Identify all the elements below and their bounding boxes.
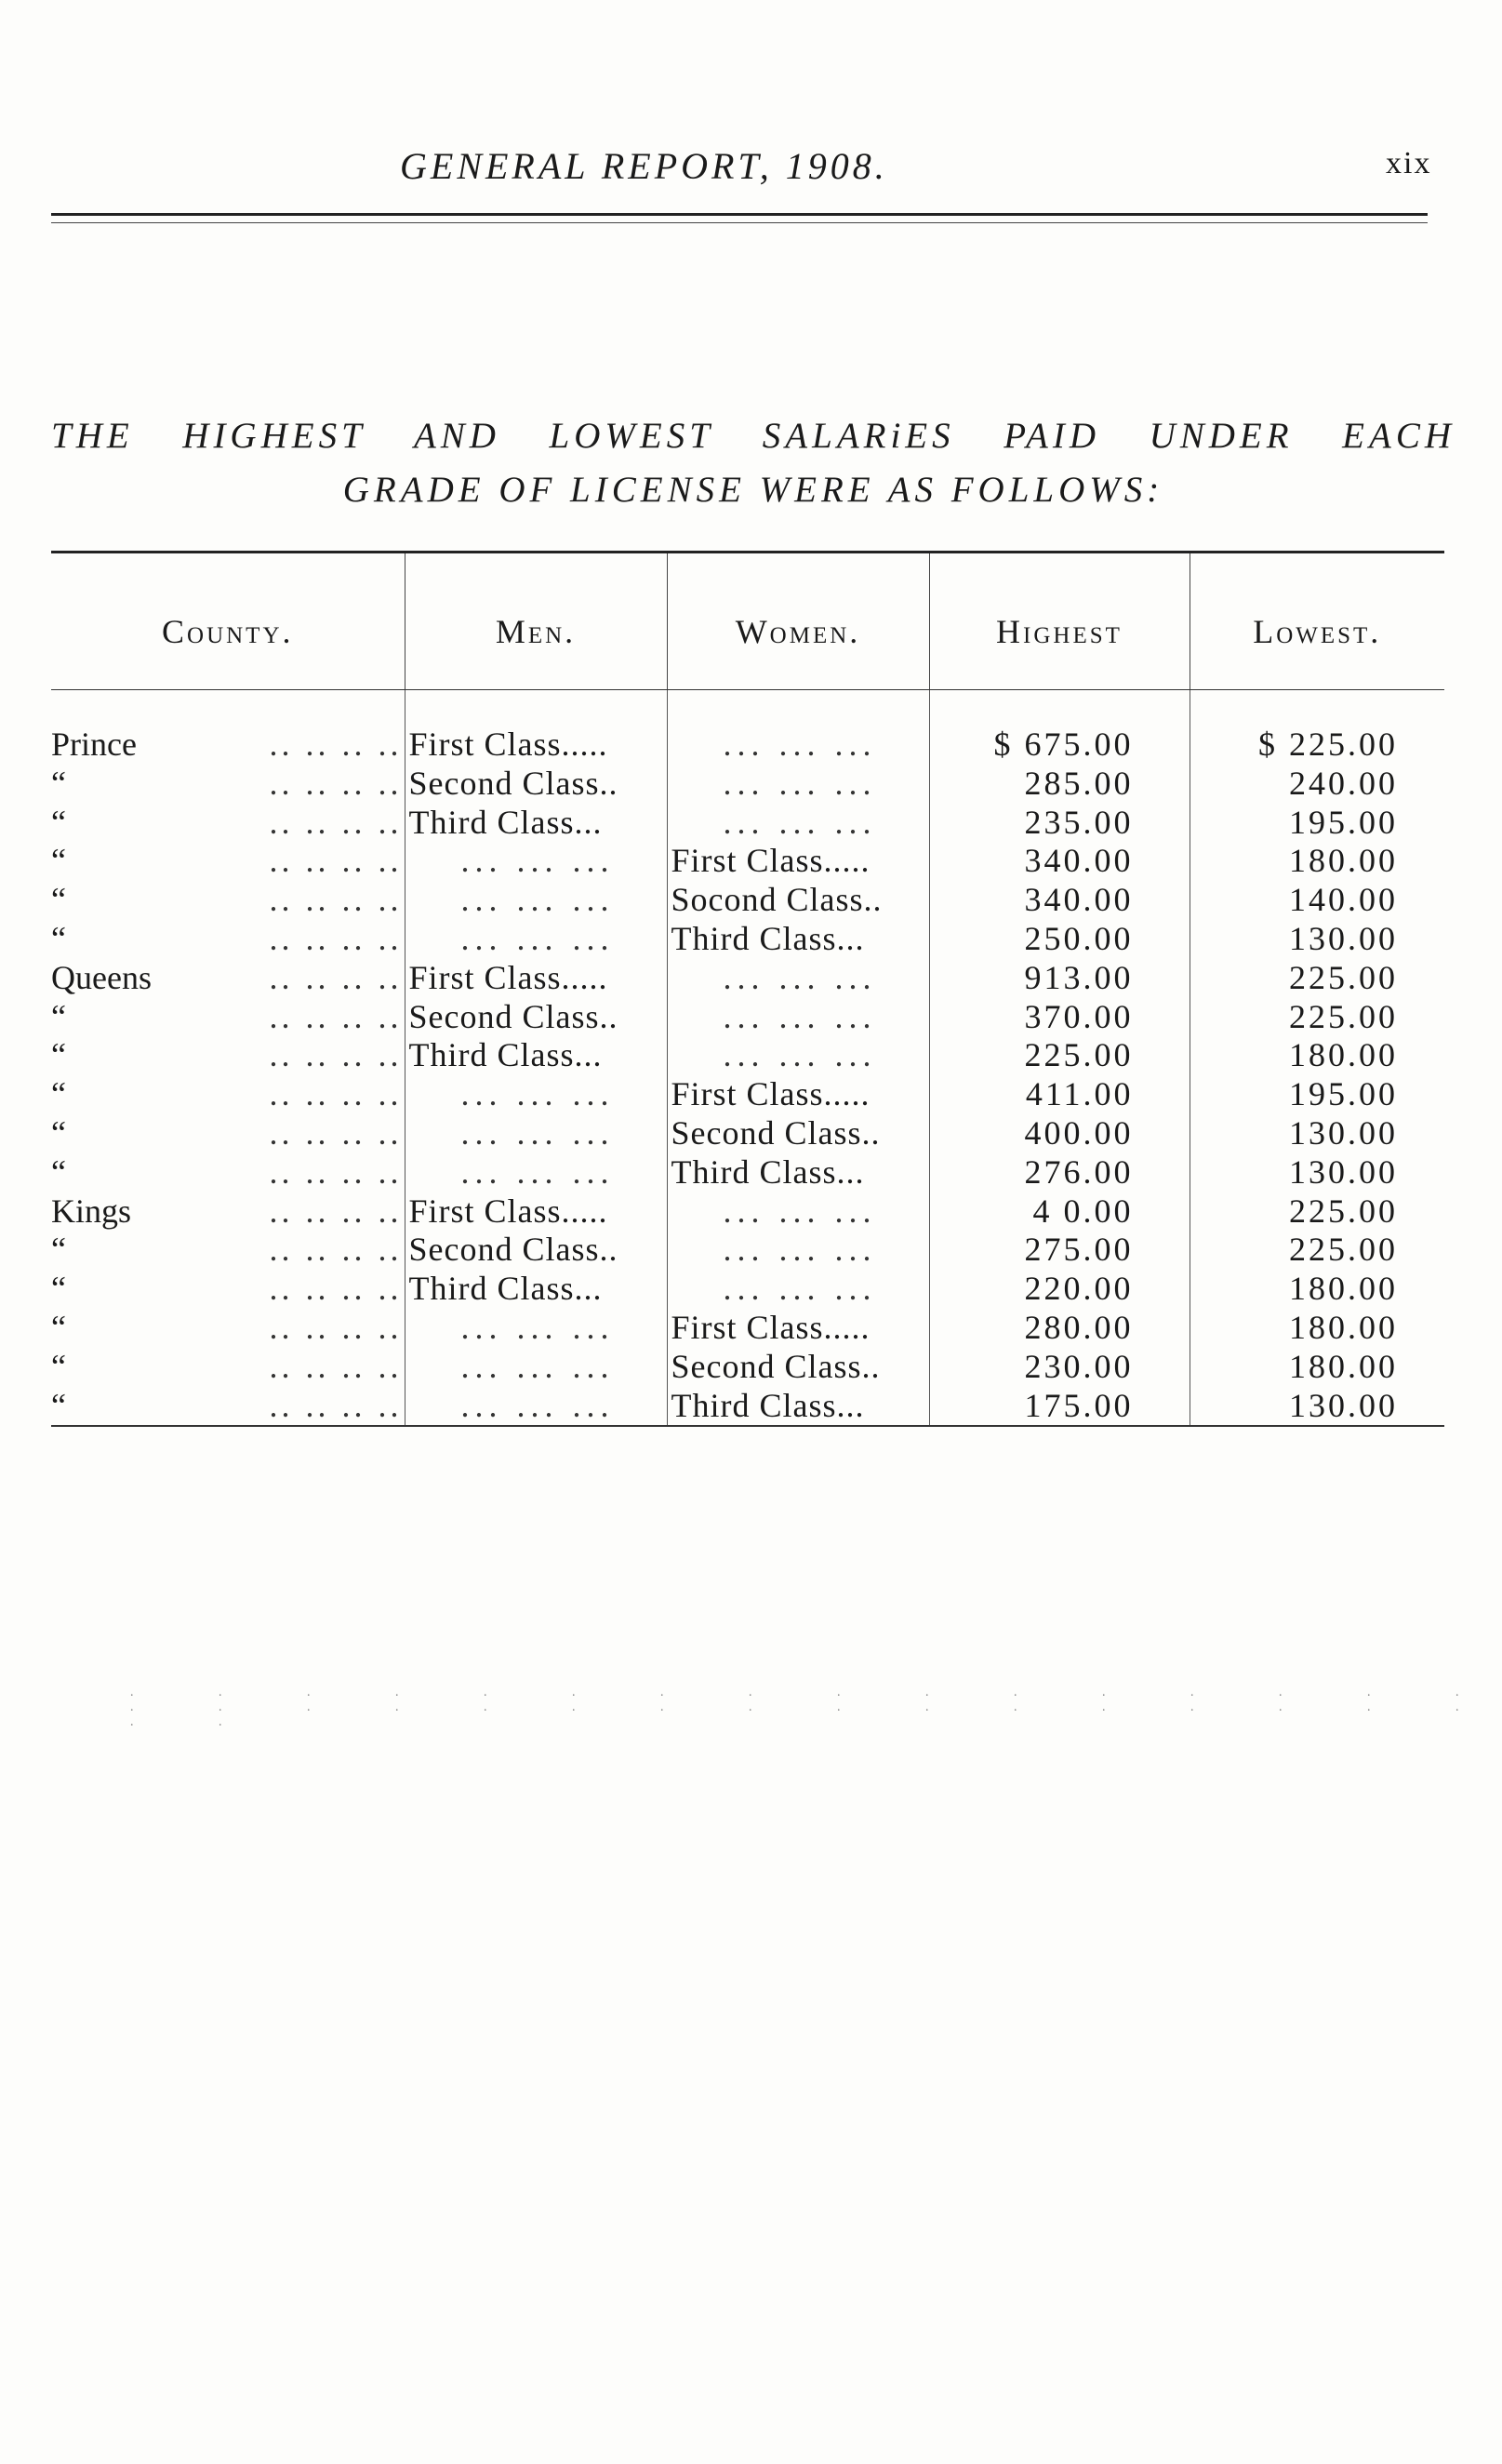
county-cell: [51, 1114, 405, 1153]
highest-salary-cell: 275.00: [929, 1231, 1190, 1270]
county-name: “: [51, 1270, 66, 1308]
table-row: [51, 1348, 1444, 1387]
women-grade-cell: ... ... ...: [667, 804, 929, 843]
table-row: [51, 1114, 1444, 1153]
men-grade-cell: Second Class..: [405, 998, 667, 1037]
county-name: “: [51, 881, 66, 919]
highest-salary-cell: 250.00: [929, 920, 1190, 959]
table-row: [51, 1309, 1444, 1348]
highest-salary-cell: 276.00: [929, 1153, 1190, 1192]
table-heading-line-2: GRADE OF LICENSE WERE AS FOLLOWS:: [342, 470, 1164, 510]
highest-salary-cell: 340.00: [929, 881, 1190, 920]
highest-salary-cell: 4 0.00: [929, 1192, 1190, 1232]
leader-dots: .. .. .. ..: [269, 726, 403, 763]
county-cell: [51, 804, 405, 843]
men-grade-cell: ... ... ...: [405, 1309, 667, 1348]
leader-dots: .. .. .. ..: [269, 803, 403, 841]
county-name: “: [51, 764, 66, 802]
lowest-salary-cell: 240.00: [1190, 765, 1444, 804]
leader-dots: .. .. .. ..: [269, 958, 403, 996]
county-name: “: [51, 997, 66, 1035]
county-cell: [51, 726, 405, 765]
women-grade-cell: First Class.....: [667, 1075, 929, 1114]
leader-dots: .. .. .. ..: [269, 1231, 403, 1269]
women-grade-cell: First Class.....: [667, 842, 929, 881]
highest-salary-cell: 220.00: [929, 1270, 1190, 1309]
lowest-salary-cell: 130.00: [1190, 1114, 1444, 1153]
county-name: “: [51, 803, 66, 841]
county-cell: [51, 1231, 405, 1270]
highest-salary-cell: $ 675.00: [929, 726, 1190, 765]
women-grade-cell: Third Class...: [667, 920, 929, 959]
men-grade-cell: Third Class...: [405, 1036, 667, 1075]
table-row: [51, 1153, 1444, 1192]
table-header-row: [51, 553, 1444, 690]
highest-salary-cell: 340.00: [929, 842, 1190, 881]
leader-dots: .. .. .. ..: [269, 1113, 403, 1152]
table-row: [51, 1387, 1444, 1427]
column-header-highest: Highest: [929, 553, 1190, 690]
table-row: [51, 1231, 1444, 1270]
table-header: [51, 553, 1444, 690]
men-grade-cell: Second Class..: [405, 1231, 667, 1270]
women-grade-cell: ... ... ...: [667, 1270, 929, 1309]
men-grade-cell: First Class.....: [405, 959, 667, 998]
women-grade-cell: ... ... ...: [667, 726, 929, 765]
county-name: Prince: [51, 726, 137, 763]
lowest-salary-cell: 225.00: [1190, 959, 1444, 998]
table-body: [51, 690, 1444, 1427]
highest-salary-cell: 913.00: [929, 959, 1190, 998]
lowest-salary-cell: 180.00: [1190, 1270, 1444, 1309]
men-grade-cell: ... ... ...: [405, 1348, 667, 1387]
table-row: [51, 726, 1444, 765]
men-grade-cell: ... ... ...: [405, 1114, 667, 1153]
column-header-men: Men.: [405, 553, 667, 690]
leader-dots: .. .. .. ..: [269, 1036, 403, 1074]
lowest-salary-cell: $ 225.00: [1190, 726, 1444, 765]
county-cell: [51, 1153, 405, 1192]
lowest-salary-cell: 195.00: [1190, 804, 1444, 843]
salaries-table: [51, 551, 1444, 1427]
highest-salary-cell: 370.00: [929, 998, 1190, 1037]
leader-dots: .. .. .. ..: [269, 1075, 403, 1113]
women-grade-cell: ... ... ...: [667, 1192, 929, 1232]
women-grade-cell: Third Class...: [667, 1387, 929, 1427]
women-grade-cell: Third Class...: [667, 1153, 929, 1192]
leader-dots: .. .. .. ..: [269, 1192, 403, 1230]
lowest-salary-cell: 180.00: [1190, 1309, 1444, 1348]
page-header: [0, 144, 1502, 200]
table-row: [51, 804, 1444, 843]
county-cell: [51, 1387, 405, 1427]
county-name: “: [51, 1347, 66, 1385]
men-grade-cell: ... ... ...: [405, 1387, 667, 1427]
column-header-women: Women.: [667, 553, 929, 690]
county-name: “: [51, 1152, 66, 1191]
lowest-salary-cell: 180.00: [1190, 1348, 1444, 1387]
county-cell: [51, 1270, 405, 1309]
highest-salary-cell: 400.00: [929, 1114, 1190, 1153]
leader-dots: .. .. .. ..: [269, 1386, 403, 1424]
stray-marks: . . . . . . . . . . . . . . . . . . . . . . . . . . . . . . . . . .: [130, 1685, 1500, 1729]
page-number: xix: [1386, 146, 1432, 180]
highest-salary-cell: 235.00: [929, 804, 1190, 843]
women-grade-cell: ... ... ...: [667, 959, 929, 998]
women-grade-cell: Socond Class..: [667, 881, 929, 920]
leader-dots: .. .. .. ..: [269, 919, 403, 957]
county-name: “: [51, 1386, 66, 1424]
county-cell: [51, 998, 405, 1037]
highest-salary-cell: 411.00: [929, 1075, 1190, 1114]
table-row: [51, 1192, 1444, 1232]
men-grade-cell: ... ... ...: [405, 1075, 667, 1114]
highest-salary-cell: 285.00: [929, 765, 1190, 804]
lowest-salary-cell: 225.00: [1190, 1192, 1444, 1232]
men-grade-cell: Third Class...: [405, 1270, 667, 1309]
county-cell: [51, 1075, 405, 1114]
table-row: [51, 920, 1444, 959]
lowest-salary-cell: 130.00: [1190, 1387, 1444, 1427]
highest-salary-cell: 225.00: [929, 1036, 1190, 1075]
county-name: “: [51, 1231, 66, 1269]
leader-dots: .. .. .. ..: [269, 1347, 403, 1385]
men-grade-cell: ... ... ...: [405, 881, 667, 920]
lowest-salary-cell: 130.00: [1190, 1153, 1444, 1192]
men-grade-cell: ... ... ...: [405, 842, 667, 881]
leader-dots: .. .. .. ..: [269, 881, 403, 919]
men-grade-cell: ... ... ...: [405, 1153, 667, 1192]
county-name: Kings: [51, 1192, 132, 1230]
lowest-salary-cell: 195.00: [1190, 1075, 1444, 1114]
county-cell: [51, 842, 405, 881]
women-grade-cell: ... ... ...: [667, 1231, 929, 1270]
county-cell: [51, 1036, 405, 1075]
leader-dots: .. .. .. ..: [269, 997, 403, 1035]
column-header-lowest: Lowest.: [1190, 553, 1444, 690]
table-row: [51, 1036, 1444, 1075]
county-name: “: [51, 842, 66, 880]
women-grade-cell: Second Class..: [667, 1348, 929, 1387]
county-cell: [51, 920, 405, 959]
men-grade-cell: Third Class...: [405, 804, 667, 843]
county-name: “: [51, 1113, 66, 1152]
women-grade-cell: Second Class..: [667, 1114, 929, 1153]
table-row: [51, 881, 1444, 920]
lowest-salary-cell: 225.00: [1190, 1231, 1444, 1270]
table-row: [51, 998, 1444, 1037]
table-spacer-row: [51, 690, 1444, 726]
women-grade-cell: ... ... ...: [667, 1036, 929, 1075]
men-grade-cell: First Class.....: [405, 1192, 667, 1232]
lowest-salary-cell: 180.00: [1190, 1036, 1444, 1075]
county-name: “: [51, 1036, 66, 1074]
highest-salary-cell: 175.00: [929, 1387, 1190, 1427]
highest-salary-cell: 230.00: [929, 1348, 1190, 1387]
running-title: GENERAL REPORT, 1908.: [400, 145, 888, 187]
women-grade-cell: First Class.....: [667, 1309, 929, 1348]
women-grade-cell: ... ... ...: [667, 765, 929, 804]
men-grade-cell: First Class.....: [405, 726, 667, 765]
lowest-salary-cell: 225.00: [1190, 998, 1444, 1037]
county-cell: [51, 1192, 405, 1232]
leader-dots: .. .. .. ..: [269, 764, 403, 802]
table-row: [51, 765, 1444, 804]
county-name: “: [51, 1308, 66, 1346]
table-heading-line-1: THE HIGHEST AND LOWEST SALARiES PAID UNDER EACH: [51, 416, 1455, 456]
county-cell: [51, 959, 405, 998]
county-cell: [51, 765, 405, 804]
leader-dots: .. .. .. ..: [269, 1152, 403, 1191]
leader-dots: .. .. .. ..: [269, 1270, 403, 1308]
lowest-salary-cell: 180.00: [1190, 842, 1444, 881]
table-heading: [51, 409, 1455, 517]
county-name: Queens: [51, 958, 152, 996]
county-cell: [51, 1348, 405, 1387]
lowest-salary-cell: 140.00: [1190, 881, 1444, 920]
column-header-county: County.: [51, 553, 405, 690]
county-cell: [51, 1309, 405, 1348]
men-grade-cell: Second Class..: [405, 765, 667, 804]
county-name: “: [51, 919, 66, 957]
men-grade-cell: ... ... ...: [405, 920, 667, 959]
table-row: [51, 1270, 1444, 1309]
header-rule: [51, 213, 1428, 223]
county-cell: [51, 881, 405, 920]
women-grade-cell: ... ... ...: [667, 998, 929, 1037]
table-row: [51, 959, 1444, 998]
lowest-salary-cell: 130.00: [1190, 920, 1444, 959]
table-row: [51, 1075, 1444, 1114]
leader-dots: .. .. .. ..: [269, 842, 403, 880]
county-name: “: [51, 1075, 66, 1113]
highest-salary-cell: 280.00: [929, 1309, 1190, 1348]
leader-dots: .. .. .. ..: [269, 1308, 403, 1346]
table-row: [51, 842, 1444, 881]
